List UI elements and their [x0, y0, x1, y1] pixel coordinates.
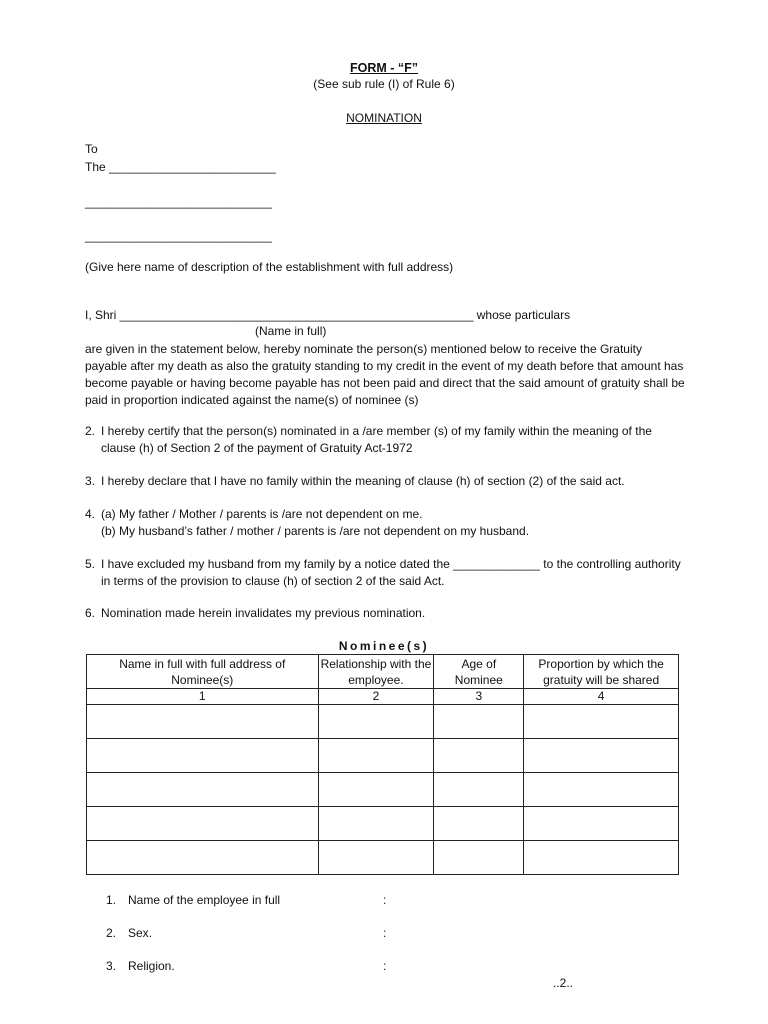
establishment-name-line: The _________________________ — [85, 160, 276, 174]
clause-text-continued: (b) My husband’s father / mother / parents is /are not dependent on my husband. — [101, 524, 530, 538]
column-header-proportion: Proportion by which the gratuity will be shared — [524, 655, 679, 689]
table-cell[interactable] — [87, 705, 319, 739]
address-instruction: (Give here name of description of the establishment with full address) — [85, 260, 454, 274]
table-cell[interactable] — [87, 807, 319, 841]
table-cell[interactable] — [434, 705, 524, 739]
table-cell[interactable] — [434, 841, 524, 875]
table-header-row — [87, 655, 679, 689]
detail-colon: : — [383, 893, 387, 907]
table-cell[interactable] — [434, 807, 524, 841]
table-cell[interactable] — [524, 739, 679, 773]
table-cell[interactable] — [434, 773, 524, 807]
employee-detail-row — [106, 893, 396, 907]
table-cell[interactable] — [318, 841, 434, 875]
page-continuation-marker: ..2.. — [553, 976, 574, 990]
table-cell[interactable] — [524, 773, 679, 807]
clause-text-continued: clause (h) of Section 2 of the payment of Gratuity Act-1972 — [101, 441, 413, 455]
detail-colon: : — [383, 926, 387, 940]
detail-number: 3. — [106, 959, 117, 973]
detail-label: Sex. — [128, 926, 153, 940]
column-header-relationship: Relationship with the employee. — [318, 655, 434, 689]
table-cell[interactable] — [524, 807, 679, 841]
column-header-age: Age of Nominee — [434, 655, 524, 689]
detail-colon: : — [383, 959, 387, 973]
clause-text: (a) My father / Mother / parents is /are not dependent on me. — [101, 507, 423, 521]
nomination-heading: NOMINATION — [346, 111, 422, 125]
nominee-table — [86, 654, 679, 875]
clause-text: I hereby certify that the person(s) nominated in a /are member (s) of my family within the meaning of the — [101, 424, 652, 438]
table-cell[interactable] — [318, 807, 434, 841]
table-cell[interactable] — [318, 705, 434, 739]
nominee-table-heading: Nominee(s) — [338, 639, 430, 653]
clause-number: 5. — [85, 557, 96, 571]
detail-number: 2. — [106, 926, 117, 940]
table-cell[interactable] — [318, 739, 434, 773]
clause-3 — [85, 473, 705, 490]
clause-4 — [85, 506, 705, 540]
table-row — [87, 807, 679, 841]
detail-number: 1. — [106, 893, 117, 907]
address-line-2: ____________________________ — [85, 195, 272, 209]
employee-detail-row — [106, 959, 396, 973]
column-number-row — [87, 689, 679, 705]
table-cell[interactable] — [87, 841, 319, 875]
table-row — [87, 739, 679, 773]
detail-label: Name of the employee in full — [128, 893, 281, 907]
table-row — [87, 705, 679, 739]
nomination-declaration-paragraph: are given in the statement below, hereby nominate the person(s) mentioned below to receive the Gratuity payable after my death as also the gratuity standing to my credit in the event of my death before that amount has become payable or having become payable has not been paid and direct that the said amount of gratuity shall be paid in proportion indicated against the name(s) of nominee (s) — [85, 342, 685, 407]
clause-number: 4. — [85, 507, 96, 521]
to-label: To — [85, 142, 98, 156]
employee-detail-row — [106, 926, 396, 940]
clause-number: 2. — [85, 424, 96, 438]
clause-text-continued: in terms of the provision to clause (h) of section 2 of the said Act. — [101, 574, 445, 588]
table-cell[interactable] — [318, 773, 434, 807]
declaration-name-line: I, Shri _____________________________________________________ whose particulars — [85, 308, 571, 322]
column-number: 1 — [87, 689, 319, 705]
column-number: 4 — [524, 689, 679, 705]
clause-text: I have excluded my husband from my family by a notice dated the _____________ to the controlling authority — [101, 557, 681, 571]
table-row — [87, 773, 679, 807]
sub-rule-reference: (See sub rule (I) of Rule 6) — [313, 77, 455, 91]
table-cell[interactable] — [524, 841, 679, 875]
name-in-full-hint: (Name in full) — [255, 324, 327, 338]
table-cell[interactable] — [524, 705, 679, 739]
table-cell[interactable] — [87, 773, 319, 807]
clause-6 — [85, 605, 705, 622]
clause-2 — [85, 423, 705, 457]
clause-number: 6. — [85, 606, 96, 620]
address-line-3: ____________________________ — [85, 229, 272, 243]
clause-number: 3. — [85, 474, 96, 488]
column-header-name-address: Name in full with full address of Nominee(s) — [87, 655, 319, 689]
clause-text: I hereby declare that I have no family within the meaning of clause (h) of section (2) of the said act. — [101, 474, 625, 488]
table-row — [87, 841, 679, 875]
form-title: FORM - “F” — [349, 61, 419, 75]
column-number: 2 — [318, 689, 434, 705]
table-cell[interactable] — [87, 739, 319, 773]
clause-5 — [85, 556, 705, 590]
column-number: 3 — [434, 689, 524, 705]
clause-text: Nomination made herein invalidates my previous nomination. — [101, 606, 426, 620]
detail-label: Religion. — [128, 959, 175, 973]
table-cell[interactable] — [434, 739, 524, 773]
